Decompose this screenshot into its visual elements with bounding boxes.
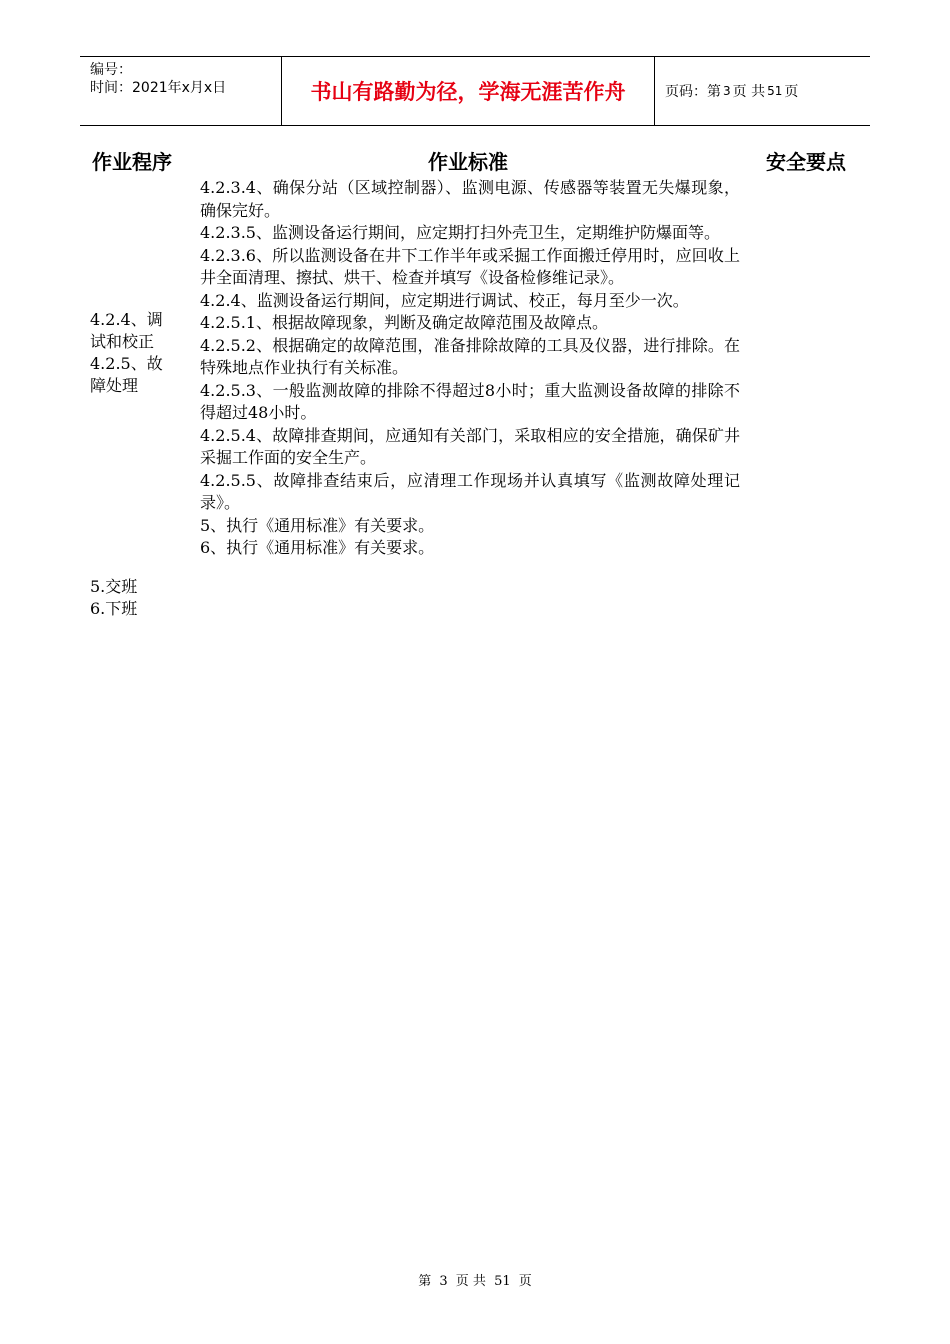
header-page-number <box>665 57 870 125</box>
procedure-label: 5.交班 <box>90 577 138 596</box>
footer-total: 51 <box>494 1274 511 1289</box>
page-footer <box>0 1270 950 1289</box>
standard-paragraph: 4.2.5.3、一般监测故障的排除不得超过8小时；重大监测设备故障的排除不得超过48小时。 <box>200 380 740 422</box>
document-header <box>80 56 870 126</box>
time-label: 时间：2021年x月x日 <box>90 80 227 96</box>
column-heading-procedure: 作业程序 <box>92 150 172 174</box>
standard-paragraph: 4.2.5.2、根据确定的故障范围，准备排除故障的工具及仪器，进行排除。在特殊地点作业执行有关标准。 <box>200 335 740 377</box>
footer-post: 页 <box>518 1274 532 1289</box>
standards-text <box>200 177 740 560</box>
standard-paragraph: 4.2.5.1、根据故障现象，判断及确定故障范围及故障点。 <box>200 313 608 332</box>
page-label: 页码：第 <box>665 84 721 100</box>
header-meta <box>80 57 282 125</box>
procedure-step-handover <box>90 576 180 620</box>
standard-paragraph: 4.2.3.6、所以监测设备在井下工作半年或采掘工作面搬迁停用时，应回收上井全面清理、擦拭、烘干、检查并填写《设备检修维记录》。 <box>200 245 740 287</box>
standard-paragraph: 4.2.4、监测设备运行期间，应定期进行调试、校正，每月至少一次。 <box>200 290 689 310</box>
footer-mid: 页 共 <box>455 1274 486 1289</box>
header-motto: 书山有路勤为径，学海无涯苦作舟 <box>282 57 655 125</box>
page-current: 3 <box>723 84 731 98</box>
standard-paragraph: 4.2.3.5、监测设备运行期间，应定期打扫外壳卫生，定期维护防爆面等。 <box>200 223 720 242</box>
procedure-label: 障处理 <box>90 376 139 395</box>
column-heading-standard: 作业标准 <box>428 150 508 174</box>
footer-current: 3 <box>439 1274 448 1289</box>
procedure-label: 4.2.5、故 <box>90 354 163 373</box>
standard-paragraph: 4.2.3.4、确保分站（区域控制器）、监测电源、传感器等装置无失爆现象，确保完好。 <box>200 178 740 220</box>
standard-paragraph: 5、执行《通用标准》有关要求。 <box>200 515 435 535</box>
standard-paragraph: 6、执行《通用标准》有关要求。 <box>200 538 435 557</box>
serial-label: 编号： <box>90 62 132 78</box>
column-heading-safety: 安全要点 <box>766 150 846 174</box>
footer-pre: 第 <box>418 1274 432 1289</box>
page-total: 51 <box>767 84 783 98</box>
standard-paragraph: 4.2.5.4、故障排查期间，应通知有关部门，采取相应的安全措施，确保矿井采掘工作面的安全生产。 <box>200 425 740 467</box>
standard-paragraph: 4.2.5.5、故障排查结束后，应清理工作现场并认真填写《监测故障处理记录》。 <box>200 470 740 512</box>
procedure-step-debug <box>90 309 180 397</box>
procedure-label: 试和校正 <box>90 332 155 351</box>
procedure-label: 4.2.4、调 <box>90 310 163 329</box>
page-end: 页 <box>784 84 799 100</box>
procedure-label: 6.下班 <box>90 599 138 618</box>
page-mid: 页 共 <box>732 84 766 100</box>
